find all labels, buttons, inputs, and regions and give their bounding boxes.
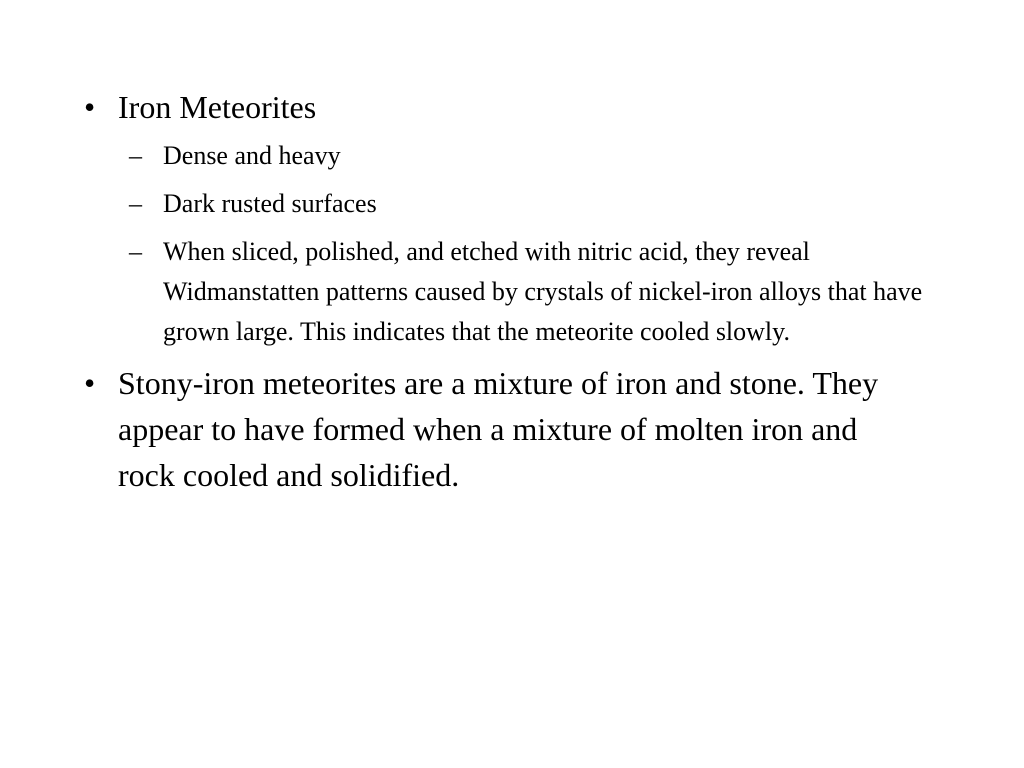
bullet-item-iron-meteorites: [78, 84, 958, 352]
sub-item-dark-rusted: [118, 184, 933, 224]
bullet-marker: •: [84, 365, 96, 401]
sub-item-dense: [118, 136, 933, 176]
bullet-item-stony-iron: [78, 360, 958, 498]
sub-item-text: Dark rusted surfaces: [163, 189, 377, 218]
bullet-marker: •: [84, 89, 96, 125]
dash-marker: –: [129, 141, 142, 170]
dash-marker: –: [129, 189, 142, 218]
sub-list: [118, 136, 958, 352]
sub-item-text: Dense and heavy: [163, 141, 341, 170]
bullet-text: Iron Meteorites: [118, 89, 317, 125]
sub-item-text: When sliced, polished, and etched with nitric acid, they reveal Widmanstatten patterns caused by crystals of nickel-iron alloys that have grown large. This indicates that the meteorite cooled slowly.: [163, 237, 923, 346]
bullet-list: [78, 84, 958, 498]
bullet-text: Stony-iron meteorites are a mixture of iron and stone. They appear to have formed when a mixture of molten iron and rock cooled and solidified.: [118, 365, 879, 493]
sub-item-widmanstatten: [118, 232, 933, 352]
dash-marker: –: [129, 237, 142, 266]
